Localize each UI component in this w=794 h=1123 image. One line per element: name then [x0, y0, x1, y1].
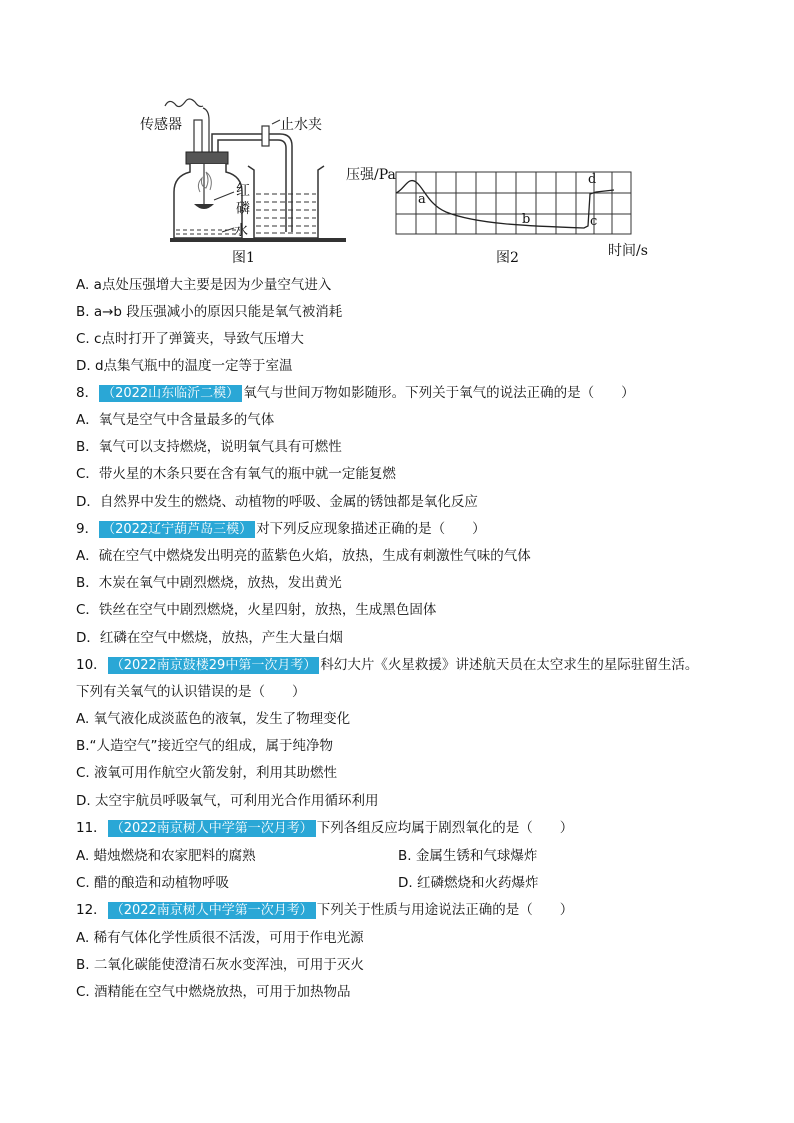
fig1-red-label: 红 — [236, 183, 250, 199]
q10-option-b: B.“人造空气”接近空气的组成，属于纯净物 — [76, 738, 334, 754]
q8-option-b: B．氧气可以支持燃烧，说明氧气具有可燃性 — [76, 439, 342, 455]
q11-source-tag: （2022南京树人中学第一次月考） — [108, 820, 316, 837]
q10-stem — [76, 656, 698, 674]
q12-option-a: A. 稀有气体化学性质很不活泼，可用于作电光源 — [76, 930, 364, 946]
q11-option-a: A. 蜡烛燃烧和农家肥料的腐熟 — [76, 848, 256, 864]
q12-stem — [76, 901, 573, 919]
q8-number: 8． — [76, 385, 99, 401]
graph-point-a: a — [418, 192, 426, 207]
q10-option-a: A. 氧气液化成淡蓝色的液氧，发生了物理变化 — [76, 711, 351, 727]
q8-option-a: A．氧气是空气中含量最多的气体 — [76, 412, 275, 428]
q8-stem — [76, 384, 635, 402]
q9-stem — [76, 520, 486, 538]
q9-option-c: C．铁丝在空气中剧烈燃烧，火星四射，放热，生成黑色固体 — [76, 602, 437, 618]
q11-option-c: C. 醋的酿造和动植物呼吸 — [76, 875, 230, 891]
q12-number: 12． — [76, 902, 107, 918]
fig1-water-label: 水 — [234, 223, 248, 239]
q9-number: 9． — [76, 521, 99, 537]
q10-stem-line2: 下列有关氧气的认识错误的是（ ） — [76, 684, 306, 700]
q11-option-d: D. 红磷燃烧和火药爆炸 — [398, 875, 539, 891]
graph-point-b: b — [522, 212, 531, 227]
q11-stem-text: 下列各组反应均属于剧烈氧化的是（ ） — [316, 820, 574, 836]
q9-source-tag: （2022辽宁葫芦岛三模） — [99, 521, 255, 538]
q12-option-c: C. 酒精能在空气中燃烧放热，可用于加热物品 — [76, 984, 351, 1000]
q11-stem — [76, 819, 573, 837]
q12-option-b: B. 二氧化碳能使澄清石灰水变浑浊，可用于灭火 — [76, 957, 364, 973]
q10-source-tag: （2022南京鼓楼29中第一次月考） — [108, 657, 320, 674]
q10-number: 10． — [76, 657, 107, 673]
fig2-caption: 图2 — [496, 250, 519, 266]
q9-stem-text: 对下列反应现象描述正确的是（ ） — [256, 521, 486, 537]
figures — [130, 92, 670, 267]
q9-option-d: D．红磷在空气中燃烧，放热，产生大量白烟 — [76, 630, 343, 646]
q7-option-b: B. a→b 段压强减小的原因只能是氧气被消耗 — [76, 304, 343, 320]
graph-ylabel: 压强/Pa — [346, 167, 396, 183]
q11-option-b: B. 金属生锈和气球爆炸 — [398, 848, 538, 864]
q12-source-tag: （2022南京树人中学第一次月考） — [108, 902, 316, 919]
q10-option-c: C. 液氧可用作航空火箭发射，利用其助燃性 — [76, 765, 338, 781]
q8-option-d: D．自然界中发生的燃烧、动植物的呼吸、金属的锈蚀都是氧化反应 — [76, 494, 478, 510]
q12-stem-text: 下列关于性质与用途说法正确的是（ ） — [316, 902, 574, 918]
q10-stem-text: 科幻大片《火星救援》讲述航天员在太空求生的星际驻留生活。 — [320, 657, 699, 673]
fig1-caption: 图1 — [232, 250, 255, 266]
q7-option-a: A. a点处压强增大主要是因为少量空气进入 — [76, 277, 332, 293]
q9-option-b: B．木炭在氧气中剧烈燃烧，放热，发出黄光 — [76, 575, 342, 591]
graph-point-d: d — [588, 172, 597, 187]
q9-option-a: A．硫在空气中燃烧发出明亮的蓝紫色火焰，放热，生成有刺激性气味的气体 — [76, 548, 531, 564]
q11-number: 11． — [76, 820, 107, 836]
fig1-phosphorus-label: 磷 — [236, 201, 250, 217]
fig1-sensor-label: 传感器 — [140, 117, 182, 133]
q8-option-c: C．带火星的木条只要在含有氧气的瓶中就一定能复燃 — [76, 466, 396, 482]
q7-option-d: D. d点集气瓶中的温度一定等于室温 — [76, 358, 293, 374]
q8-source-tag: （2022山东临沂二模） — [99, 385, 242, 402]
graph-xlabel: 时间/s — [608, 243, 648, 259]
q10-option-d: D. 太空宇航员呼吸氧气，可利用光合作用循环利用 — [76, 793, 379, 809]
q8-stem-text: 氧气与世间万物如影随形。下列关于氧气的说法正确的是（ ） — [243, 385, 635, 401]
fig1-clamp-label: 止水夹 — [280, 117, 322, 133]
q7-option-c: C. c点时打开了弹簧夹，导致气压增大 — [76, 331, 304, 347]
graph-point-c: c — [590, 214, 598, 229]
